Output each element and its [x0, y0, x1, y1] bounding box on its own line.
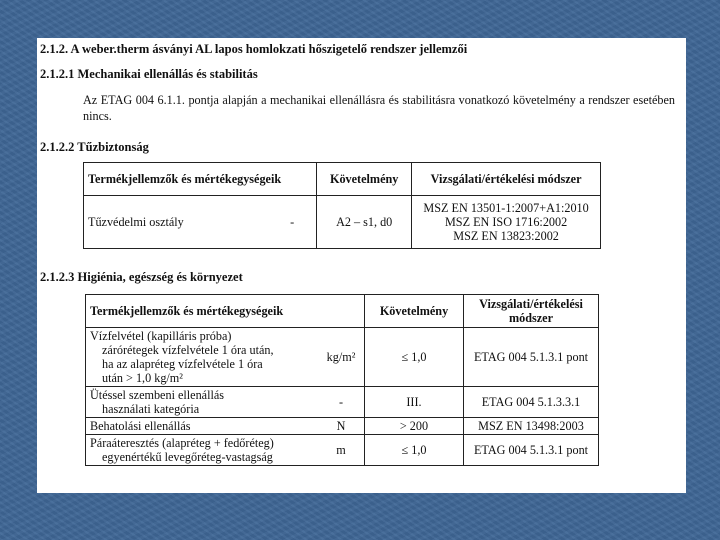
cell-unit: -: [318, 387, 365, 418]
property-line: Vízfelvétel (kapilláris próba): [90, 329, 232, 343]
table-row: [86, 387, 599, 418]
cell-property: Behatolási ellenállás: [86, 418, 319, 435]
cell-requirement: III.: [365, 387, 464, 418]
paragraph-mechanical: Az ETAG 004 6.1.1. pontja alapján a mechanikai ellenállásra és stabilitásra vonatkozó követelmény a rendszer esetében nincs.: [83, 93, 675, 123]
table-header-row: [86, 295, 599, 328]
table-row: [86, 435, 599, 466]
cell-property: Tűzvédelmi osztály: [84, 196, 269, 249]
cell-method: ETAG 004 5.1.3.1 pont: [464, 435, 599, 466]
cell-property: [86, 328, 319, 387]
cell-method: ETAG 004 5.1.3.1 pont: [464, 328, 599, 387]
cell-requirement: A2 – s1, d0: [317, 196, 412, 249]
property-line: után > 1,0 kg/m²: [102, 371, 183, 385]
method-line: MSZ EN 13501-1:2007+A1:2010: [423, 201, 589, 215]
method-line: MSZ EN ISO 1716:2002: [444, 215, 568, 229]
section-heading-2-1-2-1: 2.1.2.1 Mechanikai ellenállás és stabilitás: [40, 67, 258, 81]
fire-safety-table: [83, 162, 601, 249]
cell-unit: -: [268, 196, 317, 249]
cell-unit: kg/m²: [318, 328, 365, 387]
property-line: ha az alapréteg vízfelvétele 1 óra: [102, 357, 263, 371]
table-row: [86, 418, 599, 435]
cell-property: [86, 387, 319, 418]
property-line: Ütéssel szembeni ellenállás: [90, 388, 225, 402]
table-row: [84, 196, 601, 249]
header-method: Vizsgálati/értékelési módszer: [412, 163, 601, 196]
header-requirement: Követelmény: [317, 163, 412, 196]
document-page: [37, 38, 686, 493]
section-heading-2-1-2-3: 2.1.2.3 Higiénia, egészség és környezet: [40, 270, 243, 284]
cell-property: [86, 435, 319, 466]
cell-requirement: ≤ 1,0: [365, 328, 464, 387]
property-line: zárórétegek vízfelvétele 1 óra után,: [102, 343, 274, 357]
method-line: MSZ EN 13823:2002: [453, 229, 559, 243]
table-header-row: [84, 163, 601, 196]
cell-requirement: ≤ 1,0: [365, 435, 464, 466]
cell-requirement: > 200: [365, 418, 464, 435]
cell-methods: [412, 196, 601, 249]
cell-unit: N: [318, 418, 365, 435]
header-method: Vizsgálati/értékelési módszer: [464, 295, 599, 328]
property-line: Páraáteresztés (alapréteg + fedőréteg): [90, 436, 274, 450]
property-line: egyenértékű levegőréteg-vastagság: [102, 450, 273, 464]
header-requirement: Követelmény: [365, 295, 464, 328]
cell-method: MSZ EN 13498:2003: [464, 418, 599, 435]
property-line: használati kategória: [102, 402, 200, 416]
cell-unit: m: [318, 435, 365, 466]
cell-method: ETAG 004 5.1.3.3.1: [464, 387, 599, 418]
section-heading-2-1-2-2: 2.1.2.2 Tűzbiztonság: [40, 140, 149, 154]
hygiene-table: [85, 294, 599, 466]
section-heading-2-1-2: 2.1.2. A weber.therm ásványi AL lapos homlokzati hőszigetelő rendszer jellemzői: [40, 42, 468, 56]
header-property: Termékjellemzők és mértékegységeik: [86, 295, 365, 328]
header-property: Termékjellemzők és mértékegységeik: [84, 163, 317, 196]
table-row: [86, 328, 599, 387]
